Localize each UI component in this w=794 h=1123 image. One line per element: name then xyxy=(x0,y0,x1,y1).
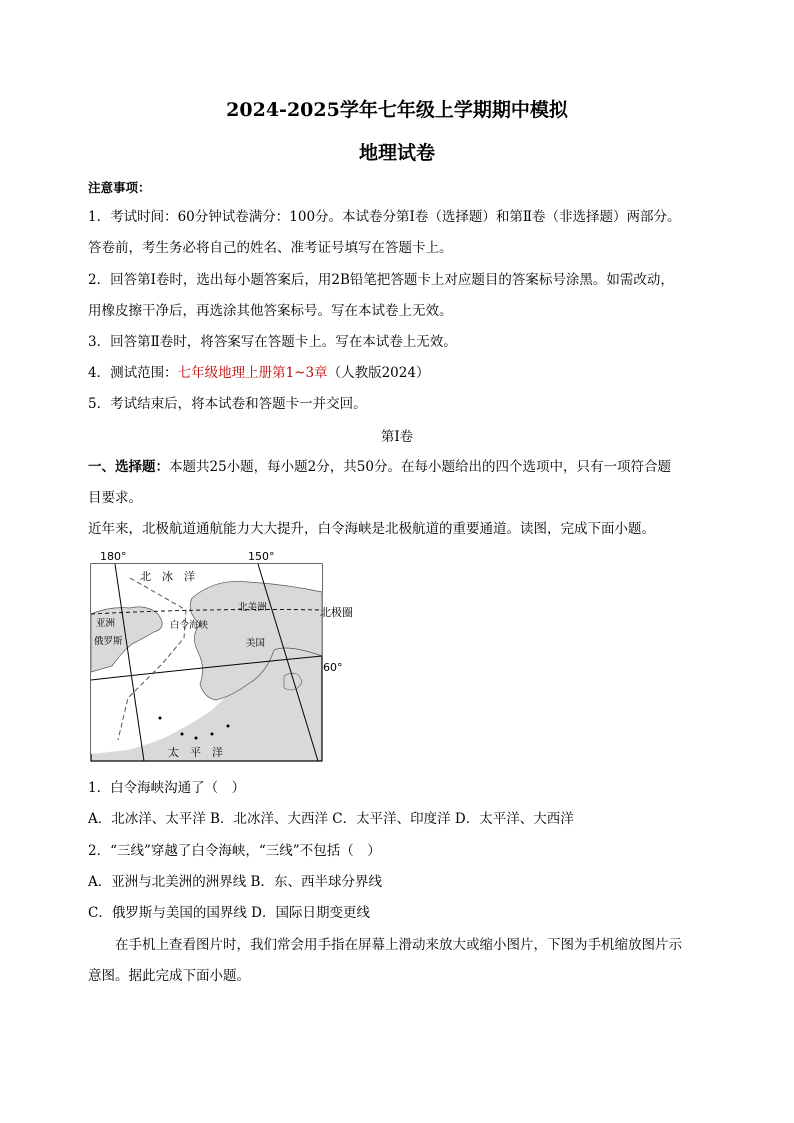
bering-strait-map xyxy=(88,548,353,764)
question-intro: 近年来，北极航道通航能力大大提升，白令海峡是北极航道的重要通道。读图，完成下面小题。 xyxy=(88,521,655,537)
island-dot xyxy=(181,733,184,736)
lon-150-label: 150° xyxy=(248,550,275,563)
question-1-stem: 1．白令海峡沟通了（ ） xyxy=(88,780,246,796)
note-4-suffix: （人教版2024） xyxy=(327,365,430,381)
note-1-line-2: 答卷前，考生务必将自己的姓名、准考证号填写在答题卡上。 xyxy=(88,240,453,256)
question-2-stem: 2．“三线”穿越了白令海峡，“三线”不包括（ ） xyxy=(88,843,381,859)
note-4-scope: 七年级地理上册第1~3章 xyxy=(177,365,328,381)
pacific-ocean-label: 太 平 洋 xyxy=(168,746,223,759)
arctic-circle-label: 北极圈 xyxy=(320,606,353,619)
note-4-prefix: 4．测试范围： xyxy=(88,365,178,381)
note-2-line-1: 2．回答第Ⅰ卷时，选出每小题答案后，用2B铅笔把答题卡上对应题目的答案标号涂黑。如需改动， xyxy=(88,272,674,288)
usa-label: 美国 xyxy=(246,638,266,649)
page-subtitle: 地理试卷 xyxy=(358,142,435,164)
island-dot xyxy=(227,725,230,728)
lon-180-label: 180° xyxy=(100,550,127,563)
page-title: 2024-2025学年七年级上学期期中模拟 xyxy=(226,99,568,121)
lat-60-label: 60° xyxy=(323,661,343,674)
note-4 xyxy=(88,363,429,383)
section-1-line-2: 目要求。 xyxy=(88,490,142,506)
next-intro-line-1: 在手机上查看图片时，我们常会用手指在屏幕上滑动来放大或缩小图片，下图为手机缩放图片示 xyxy=(115,937,682,953)
arctic-ocean-label: 北 冰 洋 xyxy=(140,570,195,583)
next-intro-line-2: 意图。据此完成下面小题。 xyxy=(88,968,250,984)
section-1-line-1 xyxy=(88,457,671,477)
section-1-title: 一、选择题： xyxy=(88,459,169,475)
section-1-text: 本题共25小题，每小题2分，共50分。在每小题给出的四个选项中，只有一项符合题 xyxy=(169,459,671,475)
island-dot xyxy=(211,733,214,736)
question-1-options: A．北冰洋、太平洋 B．北冰洋、大西洋 C．太平洋、印度洋 D．太平洋、大西洋 xyxy=(88,811,574,827)
part-1-label: 第Ⅰ卷 xyxy=(380,429,414,445)
note-3: 3．回答第Ⅱ卷时，将答案写在答题卡上。写在本试卷上无效。 xyxy=(88,334,457,350)
russia-label: 俄罗斯 xyxy=(94,636,123,647)
note-5: 5．考试结束后，将本试卷和答题卡一并交回。 xyxy=(88,396,367,412)
note-1-line-1: 1．考试时间：60分钟试卷满分：100分。本试卷分第Ⅰ卷（选择题）和第Ⅱ卷（非选择题）两部分。 xyxy=(88,209,681,225)
note-2-line-2: 用橡皮擦干净后，再选涂其他答案标号。写在本试卷上无效。 xyxy=(88,303,453,319)
bering-strait-label: 白令海峡 xyxy=(170,620,209,631)
north-america-label: 北美洲 xyxy=(238,602,267,613)
island-dot xyxy=(195,737,198,740)
asia-label: 亚洲 xyxy=(96,618,116,629)
notes-heading: 注意事项： xyxy=(88,180,151,195)
question-2-options-line-2: C．俄罗斯与美国的国界线 D．国际日期变更线 xyxy=(88,905,370,921)
island-dot xyxy=(159,717,162,720)
question-2-options-line-1: A．亚洲与北美洲的洲界线 B．东、西半球分界线 xyxy=(88,874,382,890)
